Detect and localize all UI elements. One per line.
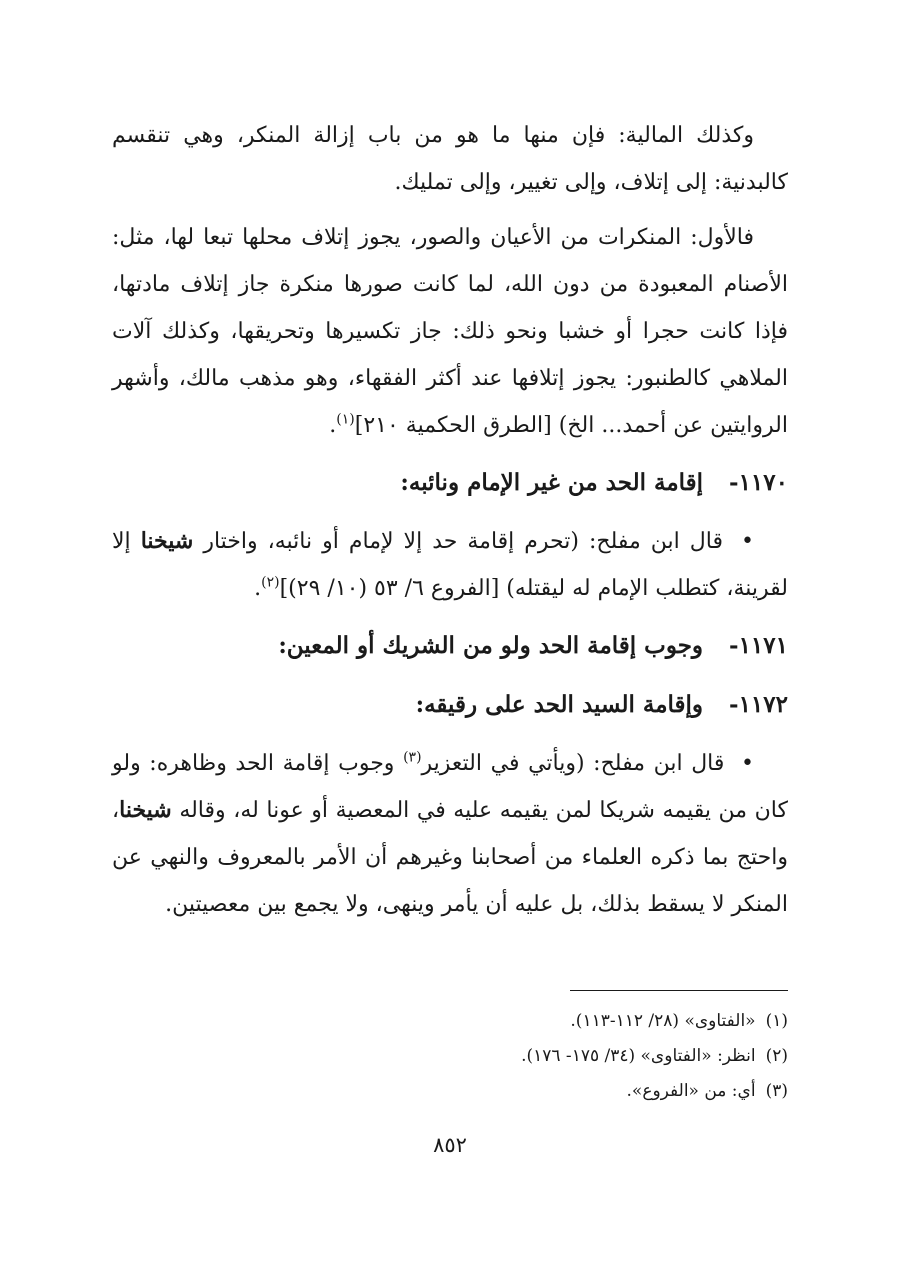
- paragraph-3-text-a: قال ابن مفلح: (تحرم إقامة حد إلا لإمام أو نائبه، واختار: [203, 529, 723, 554]
- heading-title: إقامة الحد من غير الإمام ونائبه:: [400, 469, 704, 496]
- footnote-divider: [570, 990, 788, 991]
- footnote-text: أي: من «الفروع».: [626, 1081, 756, 1101]
- paragraph-4: [112, 740, 788, 928]
- section-heading-1170: [112, 459, 788, 506]
- heading-number: ١١٧٢-: [729, 691, 788, 718]
- paragraph-4-text-a: قال ابن مفلح: (ويأتي في التعزير: [421, 751, 725, 776]
- paragraph-2-text: فالأول: المنكرات من الأعيان والصور، يجوز إتلاف محلها تبعا لها، مثل: الأصنام المعبودة من دون الله، لما كانت صورها منكرة جاز إتلاف مادتها، فإذا كانت حجرا أو خشبا ونحو ذلك: جاز تكسيرها وتحريقها، وكذلك آلات الملاهي كالطنبور: يجوز إتلافها عند أكثر الفقهاء، وهو مذهب مالك، وأشهر الروايتين عن أحمد... الخ) [الطرق الحكمية ٢١٠]: [112, 225, 788, 438]
- section-heading-1171: [112, 622, 788, 669]
- heading-title: وإقامة السيد الحد على رقيقه:: [415, 691, 704, 718]
- paragraph-3: [112, 518, 788, 612]
- main-text: [112, 112, 788, 936]
- footnote-ref-3: (٣): [403, 749, 422, 766]
- paragraph-4-text-b: وجوب إقامة الحد وظاهره: ولو كان من يقيمه شريكا لمن يقيمه عليه في المعصية أو عونا له، وقاله: [112, 751, 788, 823]
- paragraph-3-end: .: [254, 576, 262, 601]
- footnote-number: (١): [765, 1011, 788, 1031]
- footnote-text: «الفتاوى» (٢٨/ ١١٢-١١٣).: [570, 1011, 756, 1031]
- page-number: ٨٥٢: [433, 1133, 467, 1157]
- bullet-icon: •: [741, 529, 754, 554]
- bullet-icon: •: [741, 751, 755, 776]
- heading-title: وجوب إقامة الحد ولو من الشريك أو المعين:: [278, 632, 704, 659]
- footnote-text: انظر: «الفتاوى» (٣٤/ ١٧٥- ١٧٦).: [521, 1046, 756, 1066]
- paragraph-3-bold: شيخنا: [140, 528, 194, 554]
- footnote-2: [112, 1039, 788, 1074]
- paragraph-2-end: .: [329, 413, 337, 438]
- paragraph-2: [112, 214, 788, 449]
- footnote-number: (٢): [765, 1046, 788, 1066]
- paragraph-4-bold: شيخنا: [119, 797, 172, 823]
- paragraph-3-text-b: إلا لقرينة، كتطلب الإمام له ليقتله) [الفروع ٦/ ٥٣ (١٠/ ٢٩)]: [112, 529, 788, 601]
- heading-number: ١١٧١-: [729, 632, 788, 659]
- heading-number: ١١٧٠-: [729, 469, 788, 496]
- footnote-ref-2: (٢): [261, 574, 280, 591]
- footnote-1: [112, 1004, 788, 1039]
- footnotes: [112, 1004, 788, 1109]
- paragraph-1-text: وكذلك المالية: فإن منها ما هو من باب إزالة المنكر، وهي تنقسم كالبدنية: إلى إتلاف، وإلى تغيير، وإلى تمليك.: [112, 123, 788, 195]
- footnote-ref-1: (١): [336, 411, 355, 428]
- footnote-number: (٣): [765, 1081, 788, 1101]
- section-heading-1172: [112, 681, 788, 728]
- footnote-3: [112, 1074, 788, 1109]
- paragraph-1: [112, 112, 788, 206]
- paragraph-4-text-c: ، واحتج بما ذكره العلماء من أصحابنا وغيرهم أن الأمر بالمعروف والنهي عن المنكر لا يسقط بذلك، بل عليه أن يأمر وينهى، ولا يجمع بين معصيتين.: [112, 798, 788, 917]
